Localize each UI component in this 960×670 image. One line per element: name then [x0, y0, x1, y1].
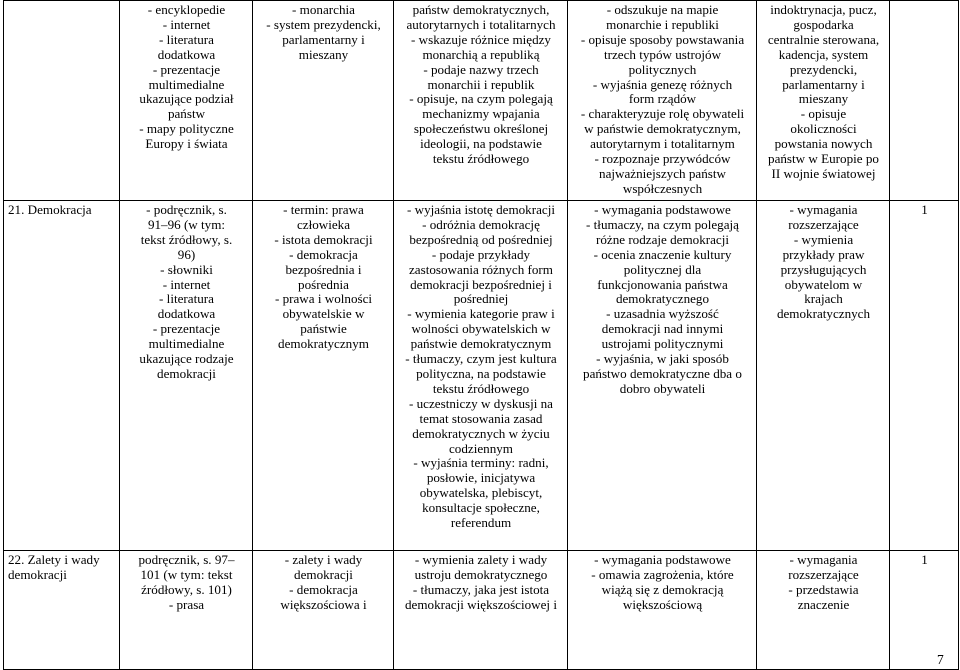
cell-line: wiążą się z demokracją — [601, 581, 724, 597]
cell-line: temat stosowania zasad — [419, 410, 543, 426]
cell-line: - wymagania — [789, 202, 858, 217]
cell-line: - uzasadnia wyższość — [606, 306, 719, 322]
cell-line: - rozpoznaje przywódców — [594, 151, 731, 167]
cell-line: - wymagania podstawowe — [594, 202, 731, 217]
cell-line: - opisuje, na czym polegają — [409, 91, 553, 107]
cell-line: - termin: prawa — [283, 202, 364, 217]
cell-line: społeczeństwu określonej — [413, 121, 549, 137]
cell-line: - wymienia kategorie praw i — [407, 306, 555, 322]
cell-line: 21. Demokracja — [8, 202, 92, 217]
cell-line: ustrojami politycznymi — [601, 336, 724, 352]
cell-line: krajach — [804, 291, 843, 307]
cell-line: - omawia zagrożenia, które — [591, 566, 734, 582]
curriculum-table — [3, 0, 959, 670]
cell-line: 22. Zalety i wady — [8, 552, 100, 567]
cell-line: monarchii i republik — [427, 76, 535, 92]
content-cell — [253, 201, 394, 551]
cell-line: - tłumaczy, jaka jest istota — [412, 581, 550, 597]
cell-line: 101 (w tym: tekst — [140, 566, 233, 582]
cell-line: konsultacje społeczne, — [422, 500, 540, 516]
cell-line: dodatkowa — [157, 306, 216, 322]
hours-cell — [890, 1, 959, 201]
lesson-cell — [4, 201, 120, 551]
cell-line: - słowniki — [160, 261, 213, 277]
cell-line: - tłumaczy, czym jest kultura — [405, 351, 557, 367]
cell-line: rozszerzające — [788, 216, 859, 232]
cell-line: parlamentarny i — [782, 76, 865, 92]
cell-line: 1 — [921, 552, 928, 567]
cell-line: - prezentacje — [152, 61, 221, 77]
extended-requirements-cell — [568, 551, 757, 670]
materials-cell — [120, 201, 253, 551]
cell-line: źródłowy, s. 101) — [141, 581, 232, 597]
cell-line: demokracji — [8, 566, 67, 582]
content-cell — [253, 1, 394, 201]
cell-line: - prasa — [168, 596, 205, 612]
cell-line: większościowa i — [280, 596, 367, 612]
cell-line: - internet — [162, 16, 211, 32]
lesson-cell — [4, 551, 120, 670]
basic-requirements-cell — [394, 551, 568, 670]
cell-line: - literatura — [159, 31, 214, 47]
cell-line: - demokracja — [289, 581, 358, 597]
cell-line: - internet — [162, 276, 211, 292]
cell-line: referendum — [450, 515, 512, 531]
extended-requirements-cell — [568, 201, 757, 551]
cell-line: mechanizmy wpajania — [422, 106, 540, 122]
cell-line: centralnie sterowana, — [767, 31, 880, 47]
cell-line: okoliczności — [790, 121, 857, 137]
basic-requirements-cell — [394, 201, 568, 551]
cell-line: Europy i świata — [145, 136, 228, 152]
cell-line: obywatelskie w — [282, 306, 365, 322]
cell-line: rozszerzające — [788, 566, 859, 582]
cell-line: - podaje nazwy trzech — [423, 61, 539, 77]
cell-line: - wymienia zalety i wady — [414, 552, 548, 567]
hours-cell — [890, 201, 959, 551]
cell-line: demokracji większościowej i — [405, 596, 557, 612]
cell-line: obywatelska, plebiscyt, — [419, 485, 543, 501]
cell-line: - literatura — [159, 291, 214, 307]
cell-line: - monarchia — [292, 2, 355, 17]
cell-line: - opisuje sposoby powstawania — [580, 31, 745, 47]
cell-line: większościową — [622, 596, 703, 612]
cell-line: tekstu źródłowego — [432, 151, 530, 167]
cell-line: mieszany — [798, 91, 849, 107]
cell-line: - mapy polityczne — [139, 121, 234, 137]
cell-line: demokracji — [157, 365, 216, 381]
cell-line: - demokracja — [289, 246, 358, 262]
cell-line: autorytarnym i totalitarnym — [590, 136, 735, 152]
cell-line: - istota demokracji — [274, 231, 373, 247]
cell-line: - podręcznik, s. — [146, 202, 227, 217]
cell-line: autorytarnych i totalitarnych — [406, 16, 556, 32]
cell-line: parlamentarny i — [282, 31, 365, 47]
cell-line: demokratycznego — [615, 291, 710, 307]
cell-line: ideologii, na podstawie — [420, 136, 542, 152]
cell-line: - system prezydencki, — [266, 16, 381, 32]
cell-line: tekstu źródłowego — [432, 380, 530, 396]
cell-line: pośredniej — [453, 291, 509, 307]
table-row — [4, 551, 959, 670]
materials-cell — [120, 551, 253, 670]
table-row — [4, 201, 959, 551]
cell-line: funkcjonowania państwa — [597, 276, 728, 292]
cell-line: polityczna, na podstawie — [416, 365, 546, 381]
cell-line: państwie — [300, 321, 347, 337]
cell-line: ustroju demokratycznego — [414, 566, 548, 582]
cell-line: człowieka — [296, 216, 351, 232]
cell-line: - odszukuje na mapie — [606, 2, 719, 17]
cell-line: multimedialne — [148, 76, 225, 92]
cell-line: demokracji — [294, 566, 353, 582]
cell-line: demokracji bezpośredniej i — [410, 276, 552, 292]
cell-line: indoktrynacja, pucz, — [770, 2, 877, 17]
cell-line: demokratycznych w życiu — [412, 425, 550, 441]
cell-line: monarchią a republiką — [422, 46, 540, 62]
cell-line: - podaje przykłady — [431, 246, 531, 262]
cell-line: 1 — [921, 202, 928, 217]
cell-line: form rządów — [628, 91, 697, 107]
cell-line: - uczestniczy w dyskusji na — [409, 395, 553, 411]
cell-line: - wskazuje różnice między — [411, 31, 551, 47]
cell-line: zastosowania różnych form — [409, 261, 553, 277]
cell-line: - wyjaśnia terminy: radni, — [413, 455, 549, 471]
cell-line: państw w Europie po — [768, 151, 879, 167]
cell-line: demokratycznym — [278, 336, 369, 352]
cell-line: - encyklopedie — [147, 2, 226, 17]
notes-cell — [757, 1, 890, 201]
cell-line: kadencja, system — [778, 46, 869, 62]
content-cell — [253, 551, 394, 670]
cell-line: przykłady praw — [782, 246, 865, 262]
basic-requirements-cell — [394, 1, 568, 201]
cell-line: wolności obywatelskich w — [411, 321, 551, 337]
cell-line: dobro obywateli — [619, 380, 706, 396]
cell-line: - wymagania podstawowe — [594, 552, 731, 567]
notes-cell — [757, 551, 890, 670]
cell-line: codziennym — [449, 440, 513, 456]
cell-line: przysługujących — [780, 261, 867, 277]
cell-line: prezydencki, — [789, 61, 858, 77]
cell-line: trzech typów ustrojów — [603, 46, 722, 62]
cell-line: najważniejszych państw — [599, 165, 726, 181]
extended-requirements-cell — [568, 1, 757, 201]
cell-line: państw demokratycznych, — [412, 2, 550, 17]
cell-line: różne rodzaje demokracji — [595, 231, 730, 247]
cell-line: - wyjaśnia, w jaki sposób — [596, 351, 729, 367]
cell-line: multimedialne — [148, 336, 225, 352]
cell-line: - zalety i wady — [284, 552, 363, 567]
cell-line: 91–96 (w tym: — [147, 216, 226, 232]
cell-line: gospodarka — [793, 16, 854, 32]
cell-line: w państwie demokratycznym, — [584, 121, 741, 137]
cell-line: mieszany — [298, 46, 349, 62]
cell-line: politycznych — [628, 61, 697, 77]
page-number: 7 — [937, 652, 944, 667]
cell-line: bezpośrednia i — [285, 261, 362, 277]
cell-line: współczesnych — [622, 180, 703, 196]
cell-line: - ocenia znaczenie kultury — [593, 246, 732, 262]
cell-line: demokracji nad innymi — [601, 321, 724, 337]
cell-line: państwie demokratycznym — [410, 336, 552, 352]
cell-line: - charakteryzuje rolę obywateli — [580, 106, 745, 122]
cell-line: politycznej dla — [623, 261, 702, 277]
cell-line: ukazujące rodzaje — [139, 351, 234, 367]
cell-line: pośrednia — [298, 276, 349, 292]
cell-line: znaczenie — [797, 596, 850, 612]
cell-line: podręcznik, s. 97– — [138, 552, 235, 567]
cell-line: - wymagania — [789, 552, 858, 567]
materials-cell — [120, 1, 253, 201]
cell-line: tekst źródłowy, s. — [140, 231, 233, 247]
cell-line: - tłumaczy, na czym polegają — [586, 216, 739, 232]
cell-line: państwo demokratyczne dba o — [583, 365, 742, 381]
cell-line: demokratycznych — [776, 306, 871, 322]
cell-line: dodatkowa — [157, 46, 216, 62]
cell-line: bezpośrednią od pośredniej — [409, 231, 553, 247]
cell-line: monarchie i republiki — [606, 16, 719, 32]
cell-line: państw — [167, 106, 206, 122]
cell-line: - wyjaśnia istotę demokracji — [407, 202, 555, 217]
notes-cell — [757, 201, 890, 551]
hours-cell — [890, 551, 959, 670]
cell-line: - wymienia — [793, 231, 854, 247]
cell-line: II wojnie światowej — [771, 165, 876, 181]
cell-line: posłowie, inicjatywa — [426, 470, 536, 486]
cell-line: powstania nowych — [774, 136, 873, 152]
lesson-cell — [4, 1, 120, 201]
cell-line: - prezentacje — [152, 321, 221, 337]
cell-line: 96) — [177, 246, 196, 262]
cell-line: - odróżnia demokrację — [422, 216, 540, 232]
cell-line: - wyjaśnia genezę różnych — [592, 76, 733, 92]
table-row — [4, 1, 959, 201]
cell-line: - prawa i wolności — [274, 291, 373, 307]
cell-line: - przedstawia — [788, 581, 859, 597]
cell-line: ukazujące podział — [139, 91, 234, 107]
cell-line: obywatelom w — [784, 276, 863, 292]
cell-line: - opisuje — [800, 106, 847, 122]
